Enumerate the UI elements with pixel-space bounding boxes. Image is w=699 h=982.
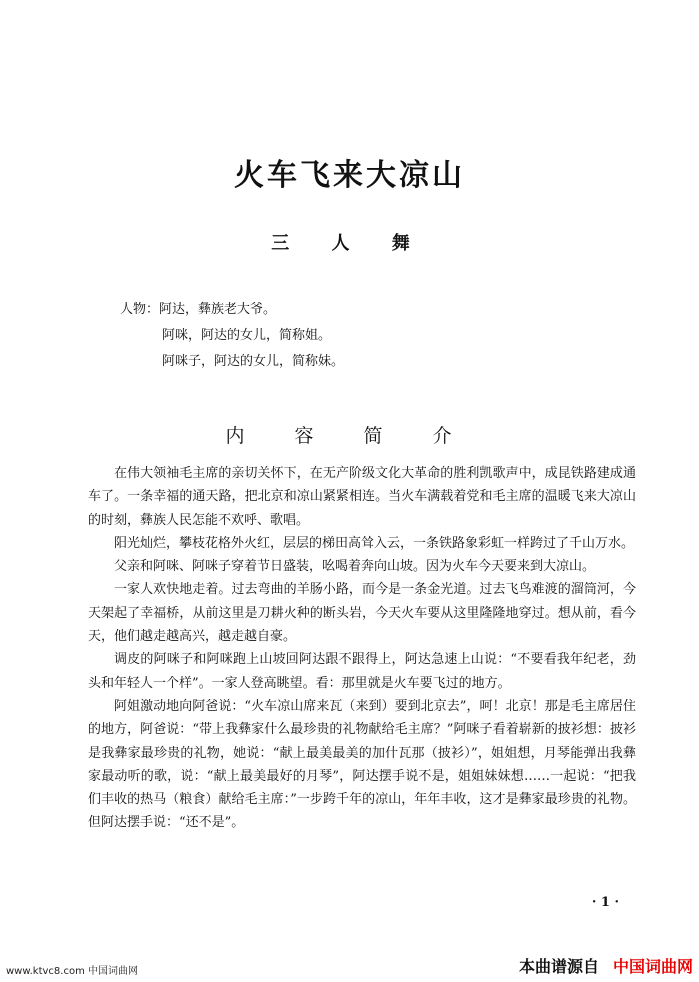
synopsis-paragraph: 一家人欢快地走着。过去弯曲的羊肠小路，而今是一条金光道。过去飞鸟难渡的溜筒河，今天架起了幸福桥，从前这里是刀耕火种的断头岩，今天火车要从这里隆隆地穿过。想从前，看今天，他们越走越高兴，越走越自豪。: [88, 582, 636, 645]
character-list: [120, 297, 640, 375]
synopsis-body: [88, 462, 636, 835]
page-subtitle: 三 人 舞: [271, 233, 428, 254]
character-item: 阿咪，阿达的女儿，简称姐。: [162, 328, 332, 343]
character-item: 人物：阿达，彝族老大爷。: [120, 302, 277, 317]
character-item: 阿咪子，阿达的女儿，简称妹。: [162, 354, 345, 369]
synopsis-paragraph: 阿姐激动地向阿爸说：“火车凉山席来瓦（来到）要到北京去”，呵！北京！那是毛主席居住的地方，阿爸说：“带上我彝家什么最珍贵的礼物献给毛主席？”阿咪子看着崭新的披衫想：披衫是我彝家最珍贵的礼物，她说：“献上最美最美的加什瓦那（披衫）”，姐姐想，月琴能弹出我彝家最动听的歌，说：“献上最美最好的月琴”，阿达摆手说不是，姐姐妹妹想……一起说：“把我们丰收的热马（粮食）献给毛主席：”一步跨千年的凉山，年年丰收，这才是彝家最珍贵的礼物。但阿达摆手说：“还不是”。: [88, 698, 636, 831]
source-label: 本曲谱源自: [518, 957, 599, 976]
brand-link[interactable]: 中国词曲网: [612, 957, 693, 976]
watermark-url: www.ktvc8.com 中国词曲网: [6, 966, 139, 977]
synopsis-paragraph: 在伟大领袖毛主席的亲切关怀下，在无产阶级文化大革命的胜利凯歌声中，成昆铁路建成通车了。一条幸福的通天路，把北京和凉山紧紧相连。当火车满载着党和毛主席的温暖飞来大凉山的时刻，彝族人民怎能不欢呼、歌唱。: [88, 466, 636, 528]
source-footer: [519, 954, 693, 977]
synopsis-paragraph: 阳光灿烂，攀枝花格外火红，层层的梯田高耸入云，一条铁路象彩虹一样跨过了千山万水。: [114, 535, 635, 551]
synopsis-paragraph: 调皮的阿咪子和阿咪跑上山坡回阿达跟不跟得上，阿达急速上山说：“不要看我年纪老，劲头和年轻人一个样”。一家人登高眺望。看：那里就是火车要飞过的地方。: [88, 652, 636, 691]
page-number: · 1 ·: [591, 895, 619, 910]
page-title: 火车飞来大凉山: [234, 158, 465, 193]
synopsis-paragraph: 父亲和阿咪、阿咪子穿着节日盛装，吆喝着奔向山坡。因为火车今天要来到大凉山。: [114, 559, 596, 575]
section-heading: 内 容 简 介: [225, 425, 474, 447]
